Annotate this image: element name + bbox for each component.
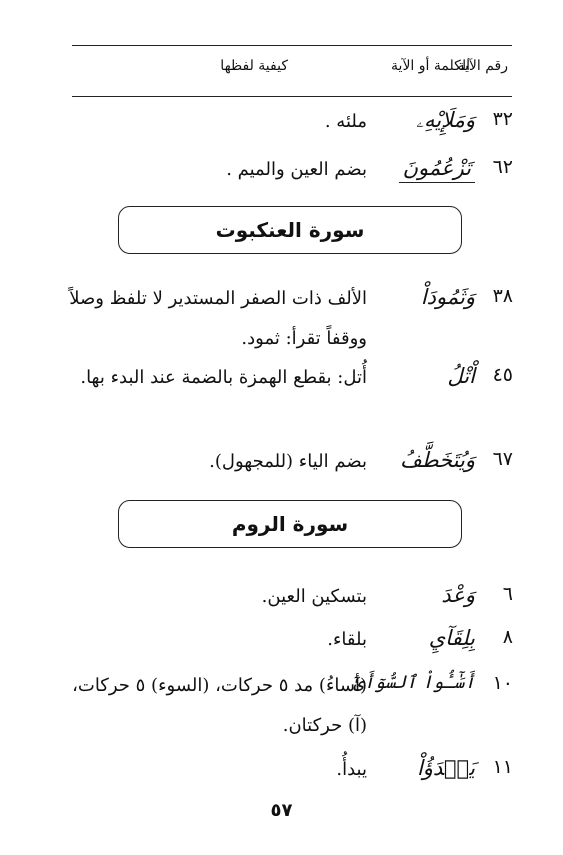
- verse-number: ٦: [502, 583, 513, 605]
- header-pronunciation: كيفية لفظها: [220, 58, 288, 74]
- pronunciation-note: أُتل: بقطع الهمزة بالضمة عند البدء بها.: [80, 367, 367, 388]
- quran-word: يَبۡدَؤُاْ: [416, 756, 475, 780]
- table-header: [72, 45, 512, 97]
- quran-word: وَيُتَخَطَّفُ: [400, 448, 475, 472]
- list-item: [60, 583, 513, 623]
- verse-number: ٣٢: [492, 108, 513, 130]
- pronunciation-note: الألف ذات الصفر المستدير لا تلفظ وصلاً ووقفاً تقرأ: ثمود.: [69, 288, 367, 349]
- pronunciation-note: بضم الياء (للمجهول).: [209, 451, 367, 472]
- list-item: [60, 364, 513, 444]
- list-item: [60, 108, 513, 148]
- pronunciation-note: بضم العين والميم .: [226, 159, 367, 180]
- quran-word: تَزْعُمُونَ: [399, 156, 475, 183]
- verse-number: ٣٨: [492, 285, 513, 307]
- header-verse-number: رقم الآية: [457, 58, 508, 74]
- pronunciation-note: بتسكين العين.: [261, 586, 367, 607]
- page-number: ٥٧: [270, 800, 293, 821]
- verse-number: ٦٢: [492, 156, 513, 178]
- quran-word: وَعْدَ: [441, 583, 475, 607]
- verse-number: ٨: [502, 626, 513, 648]
- pronunciation-note: ملئه .: [324, 111, 367, 132]
- quran-word: وَمَلَإِيْهِۦ: [415, 108, 475, 132]
- list-item: [60, 672, 513, 752]
- quran-word: وَثَمُودَاْ: [420, 285, 475, 309]
- surah-title-rum: سورة الروم: [118, 500, 462, 548]
- verse-number: ١١: [492, 756, 513, 778]
- list-item: [60, 756, 513, 796]
- verse-number: ١٠: [492, 672, 513, 694]
- quran-word: بِلِقَآيِ: [428, 626, 475, 650]
- quran-word: أَسَٰٓـُٔواْ ٱلسُّوٓأَىٰٓ: [353, 672, 475, 693]
- surah-title-ankabut: سورة العنكبوت: [118, 206, 462, 254]
- header-word: الكلمة أو الآية: [391, 58, 470, 74]
- verse-number: ٤٥: [492, 364, 513, 386]
- verse-number: ٦٧: [492, 448, 513, 470]
- list-item: [60, 448, 513, 488]
- pronunciation-note: بلقاء.: [327, 629, 367, 650]
- list-item: [60, 285, 513, 365]
- list-item: [60, 626, 513, 666]
- quran-word: اْتْلُ: [447, 364, 475, 388]
- pronunciation-note: (أساءُ) مد ٥ حركات، (السوء) ٥ حركات، (آ) حركتان.: [72, 675, 367, 736]
- pronunciation-note: يبدأُ.: [336, 759, 367, 780]
- list-item: [60, 156, 513, 196]
